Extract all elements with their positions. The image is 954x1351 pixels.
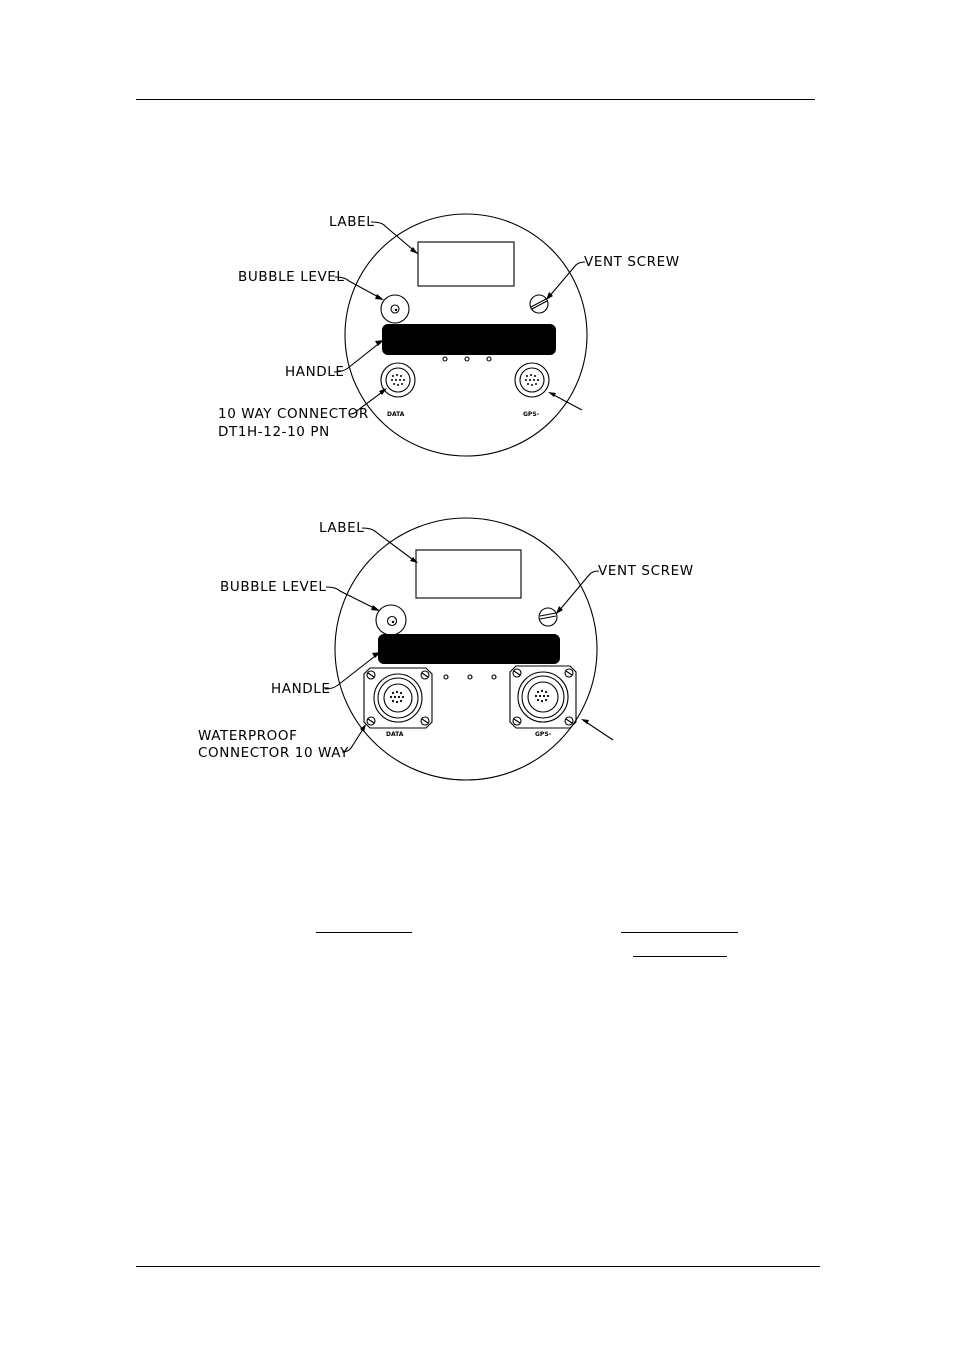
bottom-port-right-label: GPS- [535,731,552,738]
bottom-indicator-dot-3 [492,675,496,679]
bottom-connector-callout-line2: CONNECTOR 10 WAY [198,745,349,761]
bottom-label-callout: LABEL [319,520,365,536]
top-indicator-dot-1 [443,357,447,361]
bottom-port-left-label: DATA [386,731,404,738]
top-connector-callout-line2: DT1H-12-10 PN [218,424,330,440]
top-vent-screw-callout: VENT SCREW [584,254,680,270]
top-port-left-label: DATA [387,411,405,418]
bottom-vent-screw-callout: VENT SCREW [598,563,694,579]
bottom-bubble-level [376,605,406,635]
top-handle-callout: HANDLE [285,364,345,380]
bottom-handle-callout: HANDLE [271,681,331,697]
bottom-gps-connector [510,666,576,728]
bottom-indicator-dot-2 [468,675,472,679]
top-gps-callout-leader [550,393,582,410]
top-label-callout: LABEL [329,214,375,230]
bottom-indicator-dot-1 [444,675,448,679]
top-port-right-label: GPS- [523,411,540,418]
diagram-bottom-panel [198,518,694,780]
top-indicator-dot-2 [465,357,469,361]
bottom-vent-screw [539,608,557,626]
top-label-plate [418,242,514,286]
top-handle [382,324,556,355]
top-vent-screw [530,295,548,313]
bottom-handle [378,634,560,664]
bottom-connector-callout-line1: WATERPROOF [198,728,298,744]
top-gps-connector [515,363,549,397]
diagram-top-panel [218,214,680,456]
top-connector-callout-line1: 10 WAY CONNECTOR [218,406,369,422]
top-indicator-dot-3 [487,357,491,361]
top-data-connector [381,363,415,397]
top-bubble-level-callout: BUBBLE LEVEL [238,269,345,285]
bottom-label-plate [416,550,521,598]
top-bubble-level [381,295,409,323]
bottom-bubble-level-callout: BUBBLE LEVEL [220,579,327,595]
bottom-data-connector [364,668,432,728]
